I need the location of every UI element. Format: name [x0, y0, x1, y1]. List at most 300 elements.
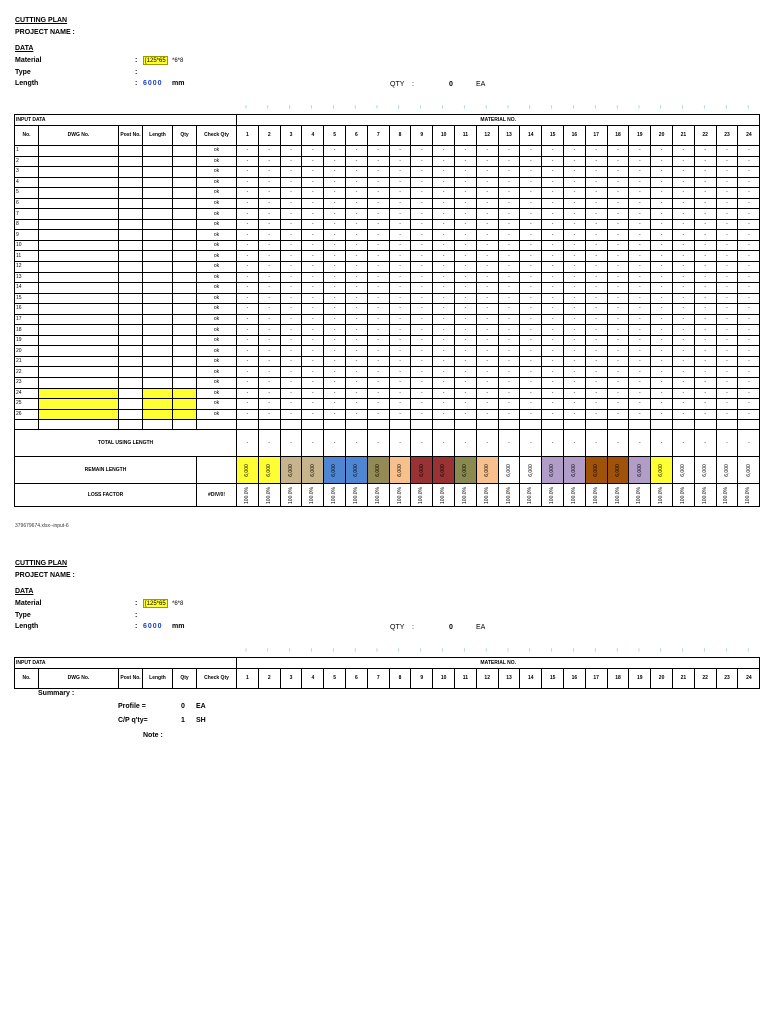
material-cell: -	[672, 367, 694, 378]
material-cell: -	[585, 219, 607, 230]
material-cell: -	[738, 251, 760, 262]
length-cell[interactable]	[143, 167, 173, 178]
post-no-cell[interactable]	[119, 314, 143, 325]
qty-cell[interactable]	[173, 367, 197, 378]
length-cell[interactable]	[143, 272, 173, 283]
remain-value: 6,000	[265, 463, 272, 477]
dwg-no-cell[interactable]	[39, 304, 119, 315]
length-cell[interactable]	[143, 219, 173, 230]
material-cell: -	[716, 367, 738, 378]
remain-value: 6,000	[745, 463, 752, 477]
material-cell: -	[498, 146, 520, 157]
profile-label: Profile =	[118, 703, 146, 710]
remain-value: 6,000	[243, 463, 250, 477]
post-no-cell[interactable]	[119, 304, 143, 315]
material-cell: -	[607, 293, 629, 304]
material-cell: -	[455, 325, 477, 336]
dwg-no-cell[interactable]	[39, 388, 119, 399]
loss-value-cell	[672, 484, 694, 507]
post-no-cell[interactable]	[119, 388, 143, 399]
material-cell: -	[411, 209, 433, 220]
spacer-cell	[346, 420, 368, 430]
dwg-no-cell[interactable]	[39, 209, 119, 220]
post-no-cell[interactable]	[119, 219, 143, 230]
spacer-cell	[433, 420, 455, 430]
material-cell: -	[237, 272, 259, 283]
material-cell: -	[585, 209, 607, 220]
material-cell: -	[258, 146, 280, 157]
up-arrow-icon: ↑	[353, 648, 357, 654]
qty-unit: EA	[476, 624, 486, 631]
material-cell: -	[389, 388, 411, 399]
table-row	[15, 283, 760, 294]
remain-value-cell	[738, 457, 760, 484]
type-label: Type	[15, 69, 31, 76]
post-no-cell[interactable]	[119, 272, 143, 283]
material-cell: -	[629, 356, 651, 367]
total-value-cell: -	[476, 430, 498, 457]
material-cell: -	[498, 325, 520, 336]
check-qty-cell: ok	[197, 283, 237, 294]
material-suffix: *6*8	[172, 58, 184, 64]
material-col-header: 7	[367, 126, 389, 146]
row-number: 3	[15, 167, 39, 178]
qty-cell[interactable]	[173, 209, 197, 220]
dwg-no-cell[interactable]	[39, 356, 119, 367]
material-cell: -	[237, 293, 259, 304]
qty-cell[interactable]	[173, 198, 197, 209]
material-col-header: 9	[411, 669, 433, 689]
dwg-no-cell[interactable]	[39, 399, 119, 410]
material-cell: -	[433, 346, 455, 357]
remain-value: 6,000	[679, 463, 686, 477]
qty-cell[interactable]	[173, 240, 197, 251]
material-cell: -	[280, 399, 302, 410]
material-col-header: 13	[498, 669, 520, 689]
material-cell: -	[564, 146, 586, 157]
material-cell: -	[498, 209, 520, 220]
spacer-cell	[694, 420, 716, 430]
material-cell: -	[433, 146, 455, 157]
material-cell: -	[738, 146, 760, 157]
post-no-cell[interactable]	[119, 198, 143, 209]
remain-value-cell	[498, 457, 520, 484]
profile-unit: EA	[196, 703, 206, 710]
material-cell: -	[498, 219, 520, 230]
dwg-no-cell[interactable]	[39, 167, 119, 178]
dwg-no-cell[interactable]	[39, 283, 119, 294]
material-cell: -	[302, 378, 324, 389]
row-number: 19	[15, 335, 39, 346]
dwg-no-cell[interactable]	[39, 293, 119, 304]
material-cell: -	[564, 198, 586, 209]
material-cell: -	[280, 304, 302, 315]
material-cell: -	[389, 262, 411, 273]
material-cell: -	[498, 346, 520, 357]
material-cell: -	[367, 230, 389, 241]
material-cell: -	[367, 367, 389, 378]
material-cell: -	[564, 378, 586, 389]
material-cell: -	[498, 262, 520, 273]
material-cell: -	[237, 346, 259, 357]
loss-value: 100.0%	[549, 486, 556, 504]
material-cell: -	[346, 156, 368, 167]
dwg-no-cell[interactable]	[39, 219, 119, 230]
material-cell: -	[433, 240, 455, 251]
material-cell: -	[258, 304, 280, 315]
material-cell: -	[433, 325, 455, 336]
dwg-no-cell[interactable]	[39, 325, 119, 336]
material-cell: -	[716, 293, 738, 304]
length-cell[interactable]	[143, 356, 173, 367]
dwg-no-cell[interactable]	[39, 367, 119, 378]
material-cell: -	[389, 399, 411, 410]
material-cell: -	[672, 399, 694, 410]
spacer-cell	[324, 420, 346, 430]
qty-cell[interactable]	[173, 409, 197, 420]
material-col-header: 21	[672, 126, 694, 146]
material-cell: -	[651, 219, 673, 230]
qty-cell[interactable]	[173, 283, 197, 294]
length-cell[interactable]	[143, 177, 173, 188]
dwg-no-cell[interactable]	[39, 262, 119, 273]
length-cell[interactable]	[143, 388, 173, 399]
qty-cell[interactable]	[173, 251, 197, 262]
material-cell: -	[346, 293, 368, 304]
qty-cell[interactable]	[173, 293, 197, 304]
material-cell: -	[476, 314, 498, 325]
material-cell: -	[389, 304, 411, 315]
material-cell: -	[280, 378, 302, 389]
material-cell: -	[564, 262, 586, 273]
post-no-cell[interactable]	[119, 293, 143, 304]
material-cell: -	[324, 283, 346, 294]
length-cell[interactable]	[143, 304, 173, 315]
header-qty: Qty	[173, 669, 197, 689]
post-no-cell[interactable]	[119, 367, 143, 378]
material-cell: -	[411, 156, 433, 167]
material-cell: -	[520, 262, 542, 273]
length-cell[interactable]	[143, 283, 173, 294]
post-no-cell[interactable]	[119, 378, 143, 389]
length-cell[interactable]	[143, 198, 173, 209]
table-row	[15, 304, 760, 315]
qty-cell[interactable]	[173, 219, 197, 230]
material-cell: -	[280, 262, 302, 273]
total-value-cell: -	[585, 430, 607, 457]
material-col-header: 1	[237, 126, 259, 146]
material-cell: -	[324, 325, 346, 336]
length-cell[interactable]	[143, 262, 173, 273]
remain-value: 6,000	[614, 463, 621, 477]
post-no-cell[interactable]	[119, 251, 143, 262]
material-cell: -	[367, 325, 389, 336]
qty-cell[interactable]	[173, 346, 197, 357]
qty-cell[interactable]	[173, 272, 197, 283]
post-no-cell[interactable]	[119, 188, 143, 199]
check-qty-cell: ok	[197, 209, 237, 220]
qty-cell[interactable]	[173, 399, 197, 410]
total-value-cell: -	[694, 430, 716, 457]
material-cell: -	[716, 304, 738, 315]
post-no-cell[interactable]	[119, 399, 143, 410]
material-cell: -	[520, 219, 542, 230]
dwg-no-cell[interactable]	[39, 146, 119, 157]
length-cell[interactable]	[143, 409, 173, 420]
post-no-cell[interactable]	[119, 283, 143, 294]
material-cell: -	[520, 314, 542, 325]
post-no-cell[interactable]	[119, 156, 143, 167]
material-cell: -	[585, 262, 607, 273]
length-value[interactable]: 6000	[143, 623, 163, 630]
post-no-cell[interactable]	[119, 346, 143, 357]
post-no-cell[interactable]	[119, 409, 143, 420]
material-cell: -	[346, 146, 368, 157]
material-cell: -	[280, 325, 302, 336]
post-no-cell[interactable]	[119, 356, 143, 367]
length-cell[interactable]	[143, 325, 173, 336]
length-cell[interactable]	[143, 209, 173, 220]
material-cell: -	[367, 304, 389, 315]
up-arrow-icon: ↑	[331, 105, 335, 111]
loss-value: 100.0%	[287, 486, 294, 504]
qty-cell[interactable]	[173, 388, 197, 399]
material-col-header: 19	[629, 126, 651, 146]
material-cell: -	[542, 230, 564, 241]
dwg-no-cell[interactable]	[39, 272, 119, 283]
material-cell: -	[520, 209, 542, 220]
loss-value: 100.0%	[745, 486, 752, 504]
material-cell: -	[498, 167, 520, 178]
material-code-cell[interactable]: [125*65	[145, 601, 166, 607]
post-no-cell[interactable]	[119, 146, 143, 157]
length-cell[interactable]	[143, 240, 173, 251]
material-cell: -	[564, 177, 586, 188]
material-col-header: 24	[738, 126, 760, 146]
loss-value: 100.0%	[701, 486, 708, 504]
material-cell: -	[237, 325, 259, 336]
qty-cell[interactable]	[173, 335, 197, 346]
table-row	[15, 399, 760, 410]
length-cell[interactable]	[143, 314, 173, 325]
material-cell: -	[738, 198, 760, 209]
material-cell: -	[346, 188, 368, 199]
material-cell: -	[629, 209, 651, 220]
remain-value: 6,000	[701, 463, 708, 477]
material-cell: -	[433, 262, 455, 273]
material-cell: -	[738, 156, 760, 167]
data-heading: DATA	[15, 45, 34, 52]
material-cell: -	[651, 399, 673, 410]
material-code-cell[interactable]: [125*65	[145, 58, 166, 64]
material-cell: -	[738, 388, 760, 399]
material-cell: -	[455, 378, 477, 389]
material-cell: -	[258, 314, 280, 325]
material-col-header: 6	[346, 126, 368, 146]
remain-value-cell	[476, 457, 498, 484]
material-cell: -	[585, 177, 607, 188]
material-cell: -	[651, 198, 673, 209]
qty-cell[interactable]	[173, 230, 197, 241]
material-cell: -	[694, 399, 716, 410]
qty-cell[interactable]	[173, 325, 197, 336]
qty-cell[interactable]	[173, 167, 197, 178]
post-no-cell[interactable]	[119, 335, 143, 346]
material-cell: -	[542, 378, 564, 389]
length-cell[interactable]	[143, 156, 173, 167]
material-cell: -	[694, 177, 716, 188]
length-cell[interactable]	[143, 230, 173, 241]
material-cell: -	[651, 262, 673, 273]
material-cell: -	[302, 188, 324, 199]
material-cell: -	[564, 388, 586, 399]
material-cell: -	[476, 188, 498, 199]
table-row	[15, 177, 760, 188]
header-post-no: Post No.	[119, 126, 143, 146]
loss-value-cell	[476, 484, 498, 507]
spacer-row	[15, 420, 760, 430]
qty-cell[interactable]	[173, 262, 197, 273]
qty-cell[interactable]	[173, 146, 197, 157]
material-cell: -	[389, 188, 411, 199]
loss-value: 100.0%	[440, 486, 447, 504]
post-no-cell[interactable]	[119, 177, 143, 188]
material-cell: -	[237, 177, 259, 188]
material-cell: -	[607, 409, 629, 420]
spacer-cell	[367, 420, 389, 430]
material-cell: -	[455, 409, 477, 420]
qty-cell[interactable]	[173, 304, 197, 315]
material-cell: -	[672, 209, 694, 220]
post-no-cell[interactable]	[119, 262, 143, 273]
material-cell: -	[651, 230, 673, 241]
material-cell: -	[738, 335, 760, 346]
up-arrow-icon: ↑	[746, 105, 750, 111]
table-row	[15, 367, 760, 378]
material-cell: -	[258, 188, 280, 199]
material-cell: -	[237, 409, 259, 420]
material-cell: -	[716, 167, 738, 178]
check-qty-cell: ok	[197, 156, 237, 167]
post-no-cell[interactable]	[119, 325, 143, 336]
cp-qty-label: C/P q'ty=	[118, 717, 148, 724]
material-cell: -	[716, 378, 738, 389]
remain-value: 6,000	[418, 463, 425, 477]
material-cell: -	[716, 230, 738, 241]
total-value-cell: -	[258, 430, 280, 457]
dwg-no-cell[interactable]	[39, 314, 119, 325]
dwg-no-cell[interactable]	[39, 378, 119, 389]
qty-cell[interactable]	[173, 156, 197, 167]
material-cell: -	[302, 230, 324, 241]
loss-value-cell	[411, 484, 433, 507]
length-cell[interactable]	[143, 367, 173, 378]
material-cell: -	[455, 177, 477, 188]
dwg-no-cell[interactable]	[39, 409, 119, 420]
material-cell: -	[389, 314, 411, 325]
qty-cell[interactable]	[173, 188, 197, 199]
header-length: Length	[143, 669, 173, 689]
qty-cell[interactable]	[173, 314, 197, 325]
length-cell[interactable]	[143, 346, 173, 357]
material-cell: -	[520, 356, 542, 367]
material-col-header: 17	[585, 126, 607, 146]
material-cell: -	[585, 230, 607, 241]
material-col-header: 8	[389, 669, 411, 689]
length-cell[interactable]	[143, 146, 173, 157]
dwg-no-cell[interactable]	[39, 198, 119, 209]
material-col-header: 24	[738, 669, 760, 689]
length-cell[interactable]	[143, 293, 173, 304]
dwg-no-cell[interactable]	[39, 251, 119, 262]
dwg-no-cell[interactable]	[39, 188, 119, 199]
material-cell: -	[542, 293, 564, 304]
loss-value: 100.0%	[679, 486, 686, 504]
up-arrow-icon: ↑	[680, 105, 684, 111]
material-cell: -	[302, 388, 324, 399]
dwg-no-cell[interactable]	[39, 177, 119, 188]
cp-qty-unit: SH	[196, 717, 206, 724]
post-no-cell[interactable]	[119, 230, 143, 241]
row-number: 18	[15, 325, 39, 336]
remain-value-cell	[237, 457, 259, 484]
dwg-no-cell[interactable]	[39, 240, 119, 251]
material-cell: -	[411, 346, 433, 357]
material-cell: -	[302, 251, 324, 262]
qty-cell[interactable]	[173, 356, 197, 367]
length-value[interactable]: 6000	[143, 80, 163, 87]
material-cell: -	[607, 251, 629, 262]
material-cell: -	[738, 409, 760, 420]
post-no-cell[interactable]	[119, 240, 143, 251]
up-arrow-icon: ↑	[440, 648, 444, 654]
material-cell: -	[542, 209, 564, 220]
length-cell[interactable]	[143, 251, 173, 262]
loss-value: 100.0%	[570, 486, 577, 504]
material-cell: -	[564, 356, 586, 367]
length-cell[interactable]	[143, 378, 173, 389]
remain-value: 6,000	[374, 463, 381, 477]
length-cell[interactable]	[143, 399, 173, 410]
material-cell: -	[433, 177, 455, 188]
dwg-no-cell[interactable]	[39, 335, 119, 346]
length-cell[interactable]	[143, 335, 173, 346]
material-cell: -	[607, 356, 629, 367]
material-cell: -	[411, 409, 433, 420]
material-cell: -	[607, 346, 629, 357]
material-cell: -	[433, 156, 455, 167]
loss-value-cell	[651, 484, 673, 507]
qty-cell[interactable]	[173, 177, 197, 188]
material-cell: -	[389, 346, 411, 357]
length-cell[interactable]	[143, 188, 173, 199]
post-no-cell[interactable]	[119, 167, 143, 178]
dwg-no-cell[interactable]	[39, 346, 119, 357]
material-cell: -	[520, 188, 542, 199]
dwg-no-cell[interactable]	[39, 230, 119, 241]
qty-cell[interactable]	[173, 378, 197, 389]
up-arrow-icon: ↑	[659, 105, 663, 111]
material-cell: -	[367, 156, 389, 167]
total-value-cell: -	[237, 430, 259, 457]
post-no-cell[interactable]	[119, 209, 143, 220]
dwg-no-cell[interactable]	[39, 156, 119, 167]
material-cell: -	[672, 314, 694, 325]
header-qty: Qty	[173, 126, 197, 146]
material-cell: -	[258, 346, 280, 357]
material-cell: -	[694, 356, 716, 367]
material-cell: -	[738, 325, 760, 336]
